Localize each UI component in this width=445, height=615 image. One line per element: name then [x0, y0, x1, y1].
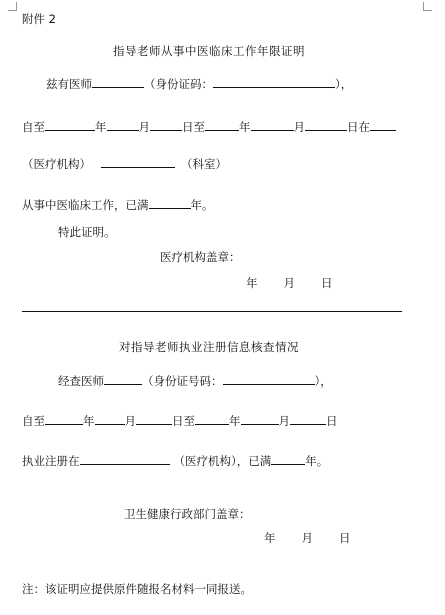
registration-label: 执业注册在 [22, 454, 80, 468]
check-title: 对指导老师执业注册信息核查情况 [119, 340, 299, 354]
period-to-label: 日至 [182, 120, 205, 134]
check-start-day-blank[interactable] [136, 412, 172, 425]
end-year-blank[interactable] [205, 118, 239, 131]
check-start-month-blank[interactable] [95, 412, 125, 425]
page-corner-mark-right [423, 2, 432, 11]
start-year-blank[interactable] [45, 118, 95, 131]
years-unit-label: 年。 [190, 198, 214, 212]
cert-date [246, 275, 333, 291]
cert-line-physician [46, 75, 352, 92]
check-end-month-blank[interactable] [241, 412, 279, 425]
cert-proof-text: 特此证明。 [58, 225, 116, 239]
check-end-year-blank[interactable] [195, 412, 229, 425]
cert-line-years [22, 196, 214, 213]
date-month-label: 月 [283, 276, 295, 290]
cert-physician-prefix: 兹有医师 [46, 77, 92, 91]
start-month-blank[interactable] [107, 118, 139, 131]
date-year-label: 年 [246, 276, 258, 290]
check-start-year-blank[interactable] [45, 412, 83, 425]
years-blank[interactable] [149, 196, 191, 209]
clinical-work-label: 从事中医临床工作，已满 [22, 198, 149, 212]
check-end-day-blank[interactable] [290, 412, 326, 425]
page-corner-mark-left [8, 2, 17, 11]
check-years-unit-label: 年。 [305, 454, 329, 468]
year-label: 年 [83, 414, 95, 428]
section-divider [22, 311, 402, 312]
month-label: 月 [293, 120, 305, 134]
check-physician-suffix: ）， [314, 374, 332, 388]
date-day-label: 日 [321, 276, 333, 290]
year-label: 年 [239, 120, 251, 134]
check-years-blank[interactable] [271, 452, 305, 465]
check-period-to-label: 日至 [172, 414, 195, 428]
department-blank[interactable] [101, 155, 175, 168]
check-period-from-label: 自至 [22, 414, 45, 428]
month-label: 月 [124, 414, 136, 428]
start-day-blank[interactable] [150, 118, 182, 131]
year-label: 年 [229, 414, 241, 428]
medical-institution-label: （医疗机构） [22, 157, 91, 171]
attachment-label: 附件 2 [22, 12, 56, 26]
check-physician-prefix: 经查医师 [58, 374, 104, 388]
cert-physician-suffix: ）， [335, 77, 353, 91]
footnote: 注：该证明应提供原件随报名材料一同报送。 [22, 582, 252, 596]
at-label: 日在 [347, 120, 370, 134]
cert-seal-label: 医疗机构盖章： [160, 250, 241, 264]
month-label: 月 [138, 120, 150, 134]
date-month-label: 月 [301, 531, 313, 545]
date-year-label: 年 [264, 531, 276, 545]
check-line-period [22, 412, 338, 429]
id-number-blank[interactable] [213, 75, 335, 88]
cert-title: 指导老师从事中医临床工作年限证明 [113, 44, 305, 58]
month-label: 月 [278, 414, 290, 428]
registration-institution-blank[interactable] [80, 452, 170, 465]
check-date [264, 530, 351, 546]
check-id-number-blank[interactable] [223, 372, 315, 385]
end-month-blank[interactable] [251, 118, 294, 131]
date-day-label: 日 [339, 531, 351, 545]
cert-line-period [22, 118, 396, 135]
check-id-label: （身份证号码： [142, 374, 223, 388]
end-day-blank[interactable] [305, 118, 347, 131]
check-line-physician [58, 372, 332, 389]
year-label: 年 [95, 120, 107, 134]
check-seal-label: 卫生健康行政部门盖章： [124, 507, 251, 521]
institution-blank[interactable] [370, 118, 396, 131]
day-label: 日 [326, 414, 338, 428]
check-institution-years-label: （医疗机构），已满 [173, 454, 272, 468]
department-label: （科室） [181, 157, 227, 171]
check-physician-name-blank[interactable] [104, 372, 142, 385]
cert-line-institution [22, 155, 227, 172]
period-from-label: 自至 [22, 120, 45, 134]
physician-name-blank[interactable] [92, 75, 144, 88]
check-line-registration [22, 452, 328, 469]
cert-id-label: （身份证码： [144, 77, 213, 91]
